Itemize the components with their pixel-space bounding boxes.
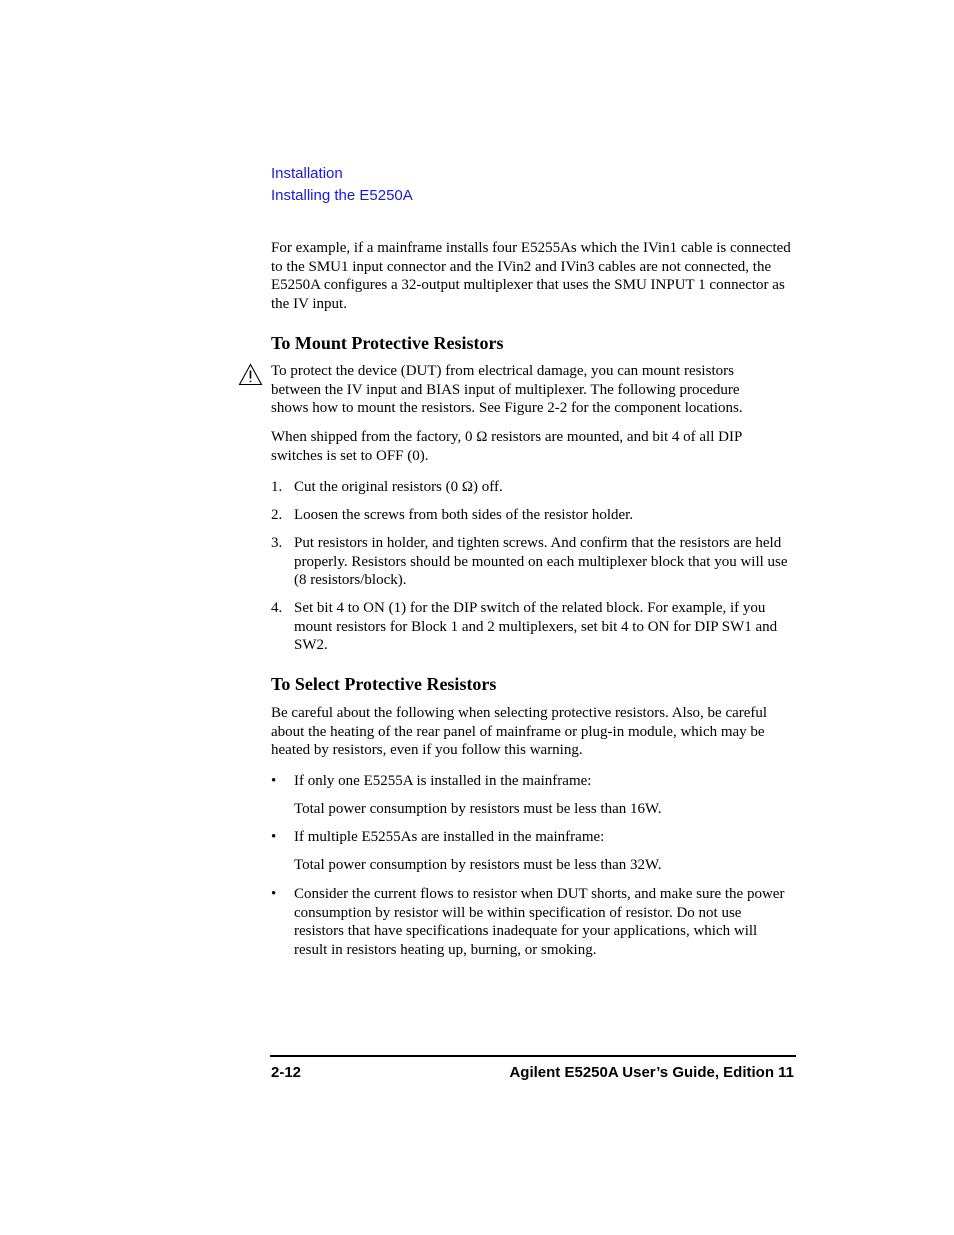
guide-title: Agilent E5250A User’s Guide, Edition 11 — [509, 1064, 794, 1081]
intro-paragraph: For example, if a mainframe installs four E5255As which the IVin1 cable is connected to the SMU1 input connector and the IVin2 and IVin3 cables are not connected, the E5250A configures a 32-output multiplexer that uses the SMU INPUT 1 connector as the IV input. — [271, 240, 791, 313]
bullet-subtext: Total power consumption by resistors must be less than 16W. — [294, 801, 662, 817]
bullet-text: Consider the current flows to resistor when DUT shorts, and make sure the power consumption by resistor will be within specification of resistor. Do not use resistors that have specifications inadequate for your applications, which will result in resistors heating up, burning, or smoking. — [294, 886, 785, 959]
step-text: Put resistors in holder, and tighten screws. And confirm that the resistors are held properly. Resistors should be mounted on each multiplexer block that you will use (8 resistors/block). — [294, 535, 788, 589]
step-text: Set bit 4 to ON (1) for the DIP switch of the related block. For example, if you mount resistors for Block 1 and 2 multiplexers, set bit 4 to ON for DIP SW1 and SW2. — [294, 600, 778, 654]
step-text: Cut the original resistors (0 Ω) off. — [294, 479, 503, 495]
bullet-text: If multiple E5255As are installed in the mainframe: — [294, 829, 605, 845]
step-text: Loosen the screws from both sides of the resistor holder. — [294, 507, 634, 523]
select-paragraph: Be careful about the following when selecting protective resistors. Also, be careful about the heating of the rear panel of mainframe or plug-in module, which may be heated by resistors, even if you follow this warning. — [271, 705, 768, 759]
page-number: 2-12 — [271, 1064, 302, 1081]
section-heading-mount: To Mount Protective Resistors — [271, 333, 504, 353]
warning-triangle-icon — [238, 363, 263, 391]
step-number: 4. — [271, 600, 283, 616]
footer-rule — [270, 1055, 796, 1057]
bullet-glyph: • — [271, 886, 277, 902]
bullet-text: If only one E5255A is installed in the mainframe: — [294, 773, 592, 789]
step-number: 2. — [271, 507, 283, 523]
bullet-glyph: • — [271, 773, 277, 789]
step-number: 3. — [271, 535, 283, 551]
factory-paragraph: When shipped from the factory, 0 Ω resistors are mounted, and bit 4 of all DIP switches is set to OFF (0). — [271, 429, 742, 464]
step-number: 1. — [271, 479, 283, 495]
bullet-subtext: Total power consumption by resistors must be less than 32W. — [294, 857, 662, 873]
breadcrumb-installation[interactable]: Installation — [271, 165, 343, 182]
bullet-glyph: • — [271, 829, 277, 845]
caution-paragraph: To protect the device (DUT) from electrical damage, you can mount resistors between the IV input and BIAS input of multiplexer. The following procedure shows how to mount the resistors. See Figure 2-2 for the component locations. — [271, 363, 743, 417]
section-heading-select: To Select Protective Resistors — [271, 674, 497, 694]
breadcrumb-installing-e5250a[interactable]: Installing the E5250A — [271, 187, 413, 204]
